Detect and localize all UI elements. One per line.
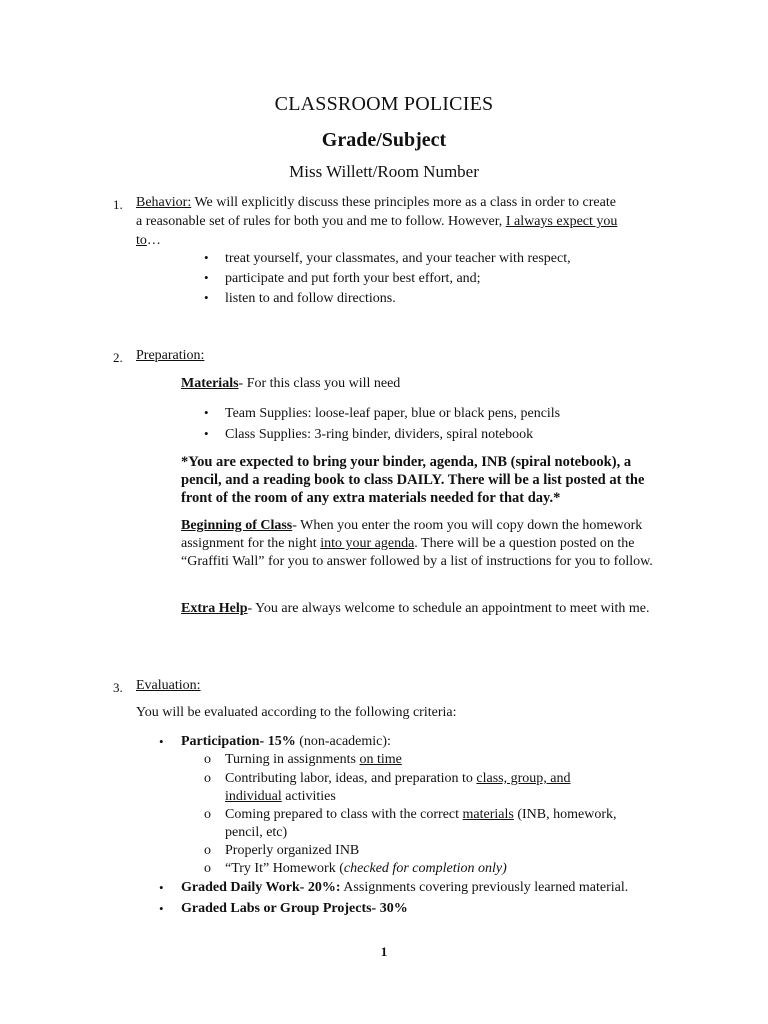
participation-line — [181, 733, 391, 751]
sub-item-4: Properly organized INB — [225, 843, 360, 858]
bullet-icon: • — [204, 250, 209, 265]
bullet-icon: • — [204, 290, 209, 305]
section1-expect-phrase: I always expect you — [505, 214, 618, 229]
sub-item-2-individual: individual — [225, 789, 282, 804]
sub-item-3-text: Coming prepared to class with the correct — [225, 807, 463, 822]
beginning-text-a: - When you enter the room you will copy down the homework assignment for the night — [181, 518, 643, 551]
sub-item-2-cont — [225, 788, 336, 806]
sub-item-5-italic: checked for completion only) — [343, 861, 507, 876]
teacher-line: Miss Willett/Room Number — [289, 162, 479, 181]
sub-marker: o — [204, 752, 211, 767]
sub-item-5-text: “Try It” Homework ( — [225, 861, 344, 876]
graded-daily-line — [181, 879, 628, 897]
bullet-icon: • — [159, 734, 164, 749]
behavior-bullet-3: listen to and follow directions. — [225, 291, 396, 306]
materials-bullet-2: Class Supplies: 3-ring binder, dividers, spiral notebook — [225, 427, 534, 442]
section1-text-line1: We will explicitly discuss these principles more as a class in order to create — [194, 195, 616, 210]
beginning-agenda: into your agenda — [320, 536, 415, 551]
behavior-bullet-2: participate and put forth your best effort, and; — [225, 271, 481, 286]
section1-text-line2: a reasonable set of rules for both you and me to follow. However, — [136, 214, 506, 229]
page-number: 1 — [380, 944, 388, 959]
document-subtitle: Grade/Subject — [321, 129, 447, 151]
section1-line2 — [136, 213, 617, 231]
extra-help-label: Extra Help — [181, 601, 248, 616]
participation-tail: (non-academic): — [295, 734, 391, 749]
materials-line — [181, 375, 400, 393]
graded-labs-line: Graded Labs or Group Projects- 30% — [181, 901, 408, 916]
bullet-icon: • — [204, 426, 209, 441]
bullet-icon: • — [204, 405, 209, 420]
section1-line3 — [136, 232, 161, 250]
section2-number: 2. — [113, 350, 123, 365]
materials-text: - For this class you will need — [238, 376, 401, 391]
beginning-text-b: . There will be a question posted on the “Graffiti Wall” for you to answer followed by a list of instructions for you to follow. — [181, 536, 653, 569]
sub-item-2-text: Contributing labor, ideas, and preparation to — [225, 771, 477, 786]
sub-item-2-activities: activities — [281, 789, 336, 804]
materials-note: *You are expected to bring your binder, agenda, INB (spiral notebook), a pencil, and a reading book to class DAILY. There will be a list posted at the front of the room of any extra materials needed for that day.* — [181, 454, 645, 506]
document-title: CLASSROOM POLICIES — [274, 93, 494, 115]
participation-label: Participation- 15% — [181, 734, 296, 749]
sub-marker: o — [204, 843, 211, 858]
sub-item-1-text: Turning in assignments — [225, 752, 360, 767]
section1-number: 1. — [113, 197, 123, 212]
sub-marker: o — [204, 771, 211, 786]
extra-help-text: - You are always welcome to schedule an appointment to meet with me. — [247, 601, 650, 616]
beginning-label: Beginning of Class — [181, 518, 293, 533]
sub-item-5 — [225, 860, 507, 878]
sub-item-3-cont: pencil, etc) — [225, 825, 288, 840]
sub-item-2-underlined: class, group, and — [476, 771, 571, 786]
section1-ellipsis: … — [146, 233, 161, 248]
materials-label: Materials — [181, 376, 239, 391]
section1-to: to — [136, 233, 147, 248]
sub-item-1-on-time: on time — [359, 752, 402, 767]
sub-item-3 — [225, 806, 617, 824]
bullet-icon: • — [159, 901, 164, 916]
graded-daily-text: Assignments covering previously learned material. — [340, 880, 629, 895]
sub-item-3-materials: materials — [462, 807, 514, 822]
sub-item-1 — [225, 751, 402, 769]
section3-number: 3. — [113, 680, 123, 695]
section3-heading: Evaluation: — [136, 678, 201, 693]
extra-help-paragraph — [181, 600, 686, 618]
behavior-bullet-1: treat yourself, your classmates, and your teacher with respect, — [225, 251, 571, 266]
evaluation-intro: You will be evaluated according to the following criteria: — [136, 705, 457, 720]
section1-line1 — [136, 194, 616, 212]
sub-item-3-tail: (INB, homework, — [513, 807, 617, 822]
sub-marker: o — [204, 807, 211, 822]
materials-bullet-1: Team Supplies: loose-leaf paper, blue or black pens, pencils — [225, 406, 561, 421]
graded-daily-label: Graded Daily Work- 20%: — [181, 880, 341, 895]
beginning-of-class-paragraph — [181, 517, 677, 571]
section2-heading: Preparation: — [136, 348, 205, 363]
bullet-icon: • — [159, 880, 164, 895]
section1-heading: Behavior: — [136, 195, 192, 210]
sub-item-2 — [225, 770, 570, 788]
sub-marker: o — [204, 861, 211, 876]
bullet-icon: • — [204, 270, 209, 285]
